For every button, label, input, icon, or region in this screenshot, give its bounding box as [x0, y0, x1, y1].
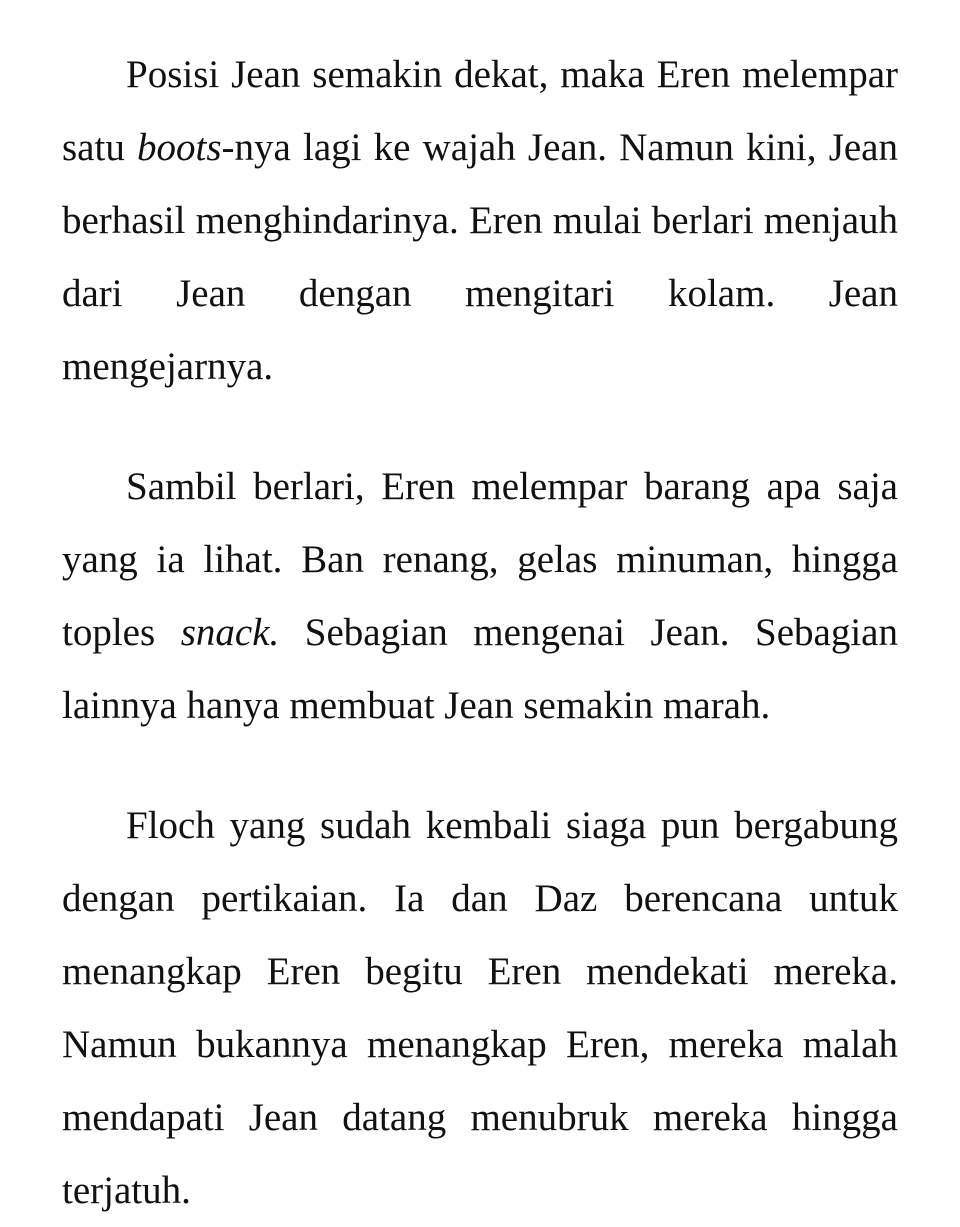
- paragraph-2-text-2: Sebagian mengenai Jean. Sebagian lainnya hanya membuat Jean semakin marah.: [62, 611, 898, 727]
- paragraph-3-text-1: Floch yang sudah kembali siaga pun bergabung dengan pertikaian. Ia dan Daz berencana untuk menangkap Eren begitu Eren mendekati mereka. Namun bukannya menangkap Eren, mereka malah mendapati Jean datang menubruk mereka hingga terjatuh.: [62, 804, 898, 1212]
- book-page: [62, 38, 898, 1227]
- paragraph-1-text-1: Posisi Jean semakin dekat, maka Eren melempar satu: [62, 53, 898, 169]
- paragraph-3: [62, 789, 898, 1227]
- paragraph-2-italic-snack: snack.: [180, 611, 280, 654]
- paragraph-2-text-1: Sambil berlari, Eren melempar barang apa saja yang ia lihat. Ban renang, gelas minuman, hingga toples: [62, 465, 898, 654]
- paragraph-1: [62, 38, 898, 403]
- paragraph-1-italic-boots: boots: [137, 126, 222, 169]
- paragraph-2: [62, 450, 898, 742]
- paragraph-1-text-2: -nya lagi ke wajah Jean. Namun kini, Jean berhasil menghindarinya. Eren mulai berlari menjauh dari Jean dengan mengitari kolam. Jean mengejarnya.: [62, 126, 898, 388]
